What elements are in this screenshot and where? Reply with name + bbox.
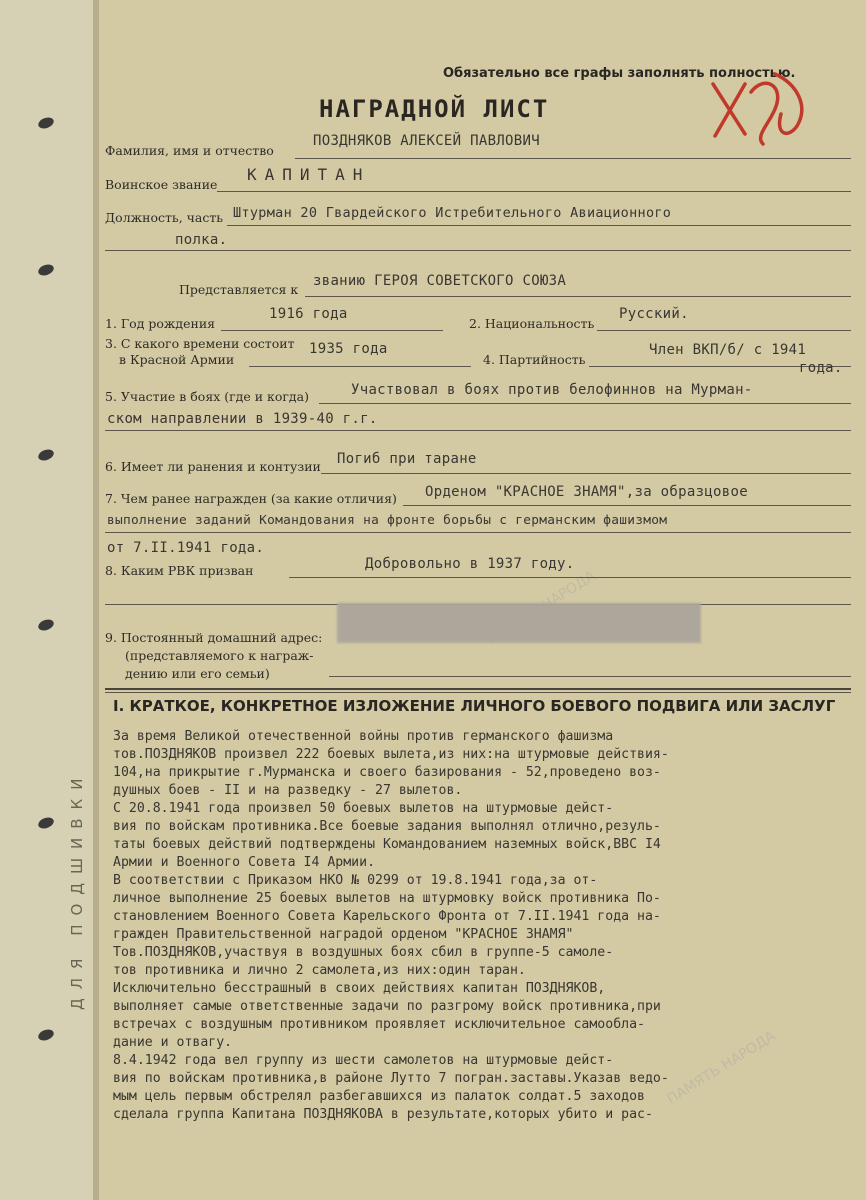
field-line <box>105 532 851 533</box>
rvk-label: 8. Каким РВК призван <box>105 563 254 578</box>
story-line: личное выполнение 25 боевых вылетов на штурмовку войск противника По- <box>113 891 661 906</box>
watermark: ПАМЯТЬ НАРОДА <box>664 1028 779 1108</box>
story-line: 8.4.1942 года вел группу из шести самолетов на штурмовые дейст- <box>113 1053 614 1068</box>
story-line: сделала группа Капитана ПОЗДНЯКОВА в результате,которых убито и рас- <box>113 1107 653 1122</box>
field-line <box>289 577 851 578</box>
awards-label: 7. Чем ранее награжден (за какие отличия) <box>105 491 397 506</box>
story-line: встречах с воздушным противником проявляет исключительное самообла- <box>113 1017 645 1032</box>
awards-value: Орденом "КРАСНОЕ ЗНАМЯ",за образцовое <box>425 484 748 500</box>
punch-hole <box>37 1028 55 1043</box>
service-label: 3. С какого времени состоит <box>105 336 295 351</box>
page-title: НАГРАДНОЙ ЛИСТ <box>319 95 550 123</box>
feat-description <box>113 728 863 1124</box>
rank-value: КАПИТАН <box>247 165 371 184</box>
field-line <box>295 158 851 159</box>
nationality-label: 2. Национальность <box>469 316 595 331</box>
service-label-cont: в Красной Армии <box>119 352 235 367</box>
story-line: выполняет самые ответственные задачи по разгрому войск противника,при <box>113 999 661 1014</box>
position-value-cont: полка. <box>175 232 228 248</box>
story-line: мым цель первым обстрелял разбегавшихся из палаток солдат.5 заходов <box>113 1089 645 1104</box>
field-line <box>597 330 851 331</box>
award-sheet <box>99 0 866 1200</box>
punch-hole <box>37 816 55 831</box>
birth-value: 1916 года <box>269 306 348 322</box>
birth-label: 1. Год рождения <box>105 316 216 331</box>
redacted-address <box>337 603 701 643</box>
wounds-label: 6. Имеет ли ранения и контузии <box>105 459 321 474</box>
fill-note: Обязательно все графы заполнять полностью. <box>443 66 796 81</box>
battles-value: Участвовал в боях против белофиннов на Мурман- <box>351 382 753 398</box>
story-line: вия по войскам противника.Все боевые задания выполнял отлично,резуль- <box>113 819 661 834</box>
address-label: 9. Постоянный домашний адрес: <box>105 630 323 645</box>
rvk-value: Добровольно в 1937 году. <box>365 556 575 572</box>
story-line: тов противника и лично 2 самолета,из них:один таран. <box>113 963 526 978</box>
binding-caption: ДЛЯ ПОДШИВКИ <box>68 769 86 1010</box>
story-line: тов.ПОЗДНЯКОВ произвел 222 боевых вылета,из них:на штурмовые действия- <box>113 747 669 762</box>
nominated-label: Представляется к <box>179 282 299 297</box>
field-line <box>227 225 851 226</box>
field-line <box>329 676 851 677</box>
story-line: 104,на прикрытие г.Мурманска и своего базирования - 52,проведено воз- <box>113 765 661 780</box>
awards-value-cont: выполнение заданий Командования на фронте борьбы с германским фашизмом <box>107 513 668 528</box>
punch-hole <box>37 618 55 633</box>
story-line: гражден Правительственной наградой орденом "КРАСНОЕ ЗНАМЯ" <box>113 927 574 942</box>
field-line <box>305 296 851 297</box>
field-line <box>321 473 851 474</box>
field-line <box>221 330 443 331</box>
battles-label: 5. Участие в боях (где и когда) <box>105 389 309 404</box>
story-line: Армии и Военного Совета I4 Армии. <box>113 855 376 870</box>
section-rule <box>105 688 851 690</box>
punch-hole <box>37 116 55 131</box>
story-line: становлением Военного Совета Карельского Фронта от 7.II.1941 года на- <box>113 909 661 924</box>
field-line <box>105 250 851 251</box>
binding-margin <box>0 0 95 1200</box>
story-line: С 20.8.1941 года произвел 50 боевых вылетов на штурмовые дейст- <box>113 801 614 816</box>
story-line: дание и отвагу. <box>113 1035 233 1050</box>
party-value-cont: года. <box>799 360 843 376</box>
section-rule <box>105 692 851 693</box>
field-line <box>217 191 851 192</box>
story-line: В соответствии с Приказом НКО № 0299 от 19.8.1941 года,за от- <box>113 873 598 888</box>
battles-value-cont: ском направлении в 1939-40 г.г. <box>107 411 378 427</box>
story-line: За время Великой отечественной войны против германского фашизма <box>113 729 614 744</box>
name-label: Фамилия, имя и отчество <box>105 143 274 158</box>
punch-hole <box>37 448 55 463</box>
red-check-mark <box>705 64 815 154</box>
section-title: I. КРАТКОЕ, КОНКРЕТНОЕ ИЗЛОЖЕНИЕ ЛИЧНОГО БОЕВОГО ПОДВИГА ИЛИ ЗАСЛУГ <box>113 697 836 715</box>
story-line: Тов.ПОЗДНЯКОВ,участвуя в воздушных боях сбил в группе-5 самоле- <box>113 945 614 960</box>
story-line: Исключительно бесстрашный в своих действиях капитан ПОЗДНЯКОВ, <box>113 981 606 996</box>
position-label: Должность, часть <box>105 210 224 225</box>
rank-label: Воинское звание <box>105 177 218 192</box>
field-line <box>249 366 471 367</box>
position-value: Штурман 20 Гвардейского Истребительного Авиационного <box>233 205 672 221</box>
address-label-cont: (представляемого к награж- <box>125 648 314 663</box>
address-label-cont2: дению или его семьи) <box>125 666 270 681</box>
field-line <box>319 403 851 404</box>
field-line <box>105 430 851 431</box>
story-line: таты боевых действий подтверждены Командованием наземных войск,ВВС I4 <box>113 837 661 852</box>
punch-hole <box>37 263 55 278</box>
field-line <box>403 505 851 506</box>
nominated-value: званию ГЕРОЯ СОВЕТСКОГО СОЮЗА <box>313 273 567 289</box>
nationality-value: Русский. <box>619 306 689 322</box>
party-label: 4. Партийность <box>483 352 586 367</box>
service-value: 1935 года <box>309 341 388 357</box>
party-value: Член ВКП/б/ с 1941 <box>649 342 807 358</box>
awards-value-date: от 7.II.1941 года. <box>107 540 265 556</box>
name-value: ПОЗДНЯКОВ АЛЕКСЕЙ ПАВЛОВИЧ <box>313 133 540 149</box>
story-line: вия по войскам противника,в районе Лутто 7 погран.заставы.Указав ведо- <box>113 1071 669 1086</box>
wounds-value: Погиб при таране <box>337 451 477 467</box>
story-line: душных боев - II и на разведку - 27 вылетов. <box>113 783 463 798</box>
